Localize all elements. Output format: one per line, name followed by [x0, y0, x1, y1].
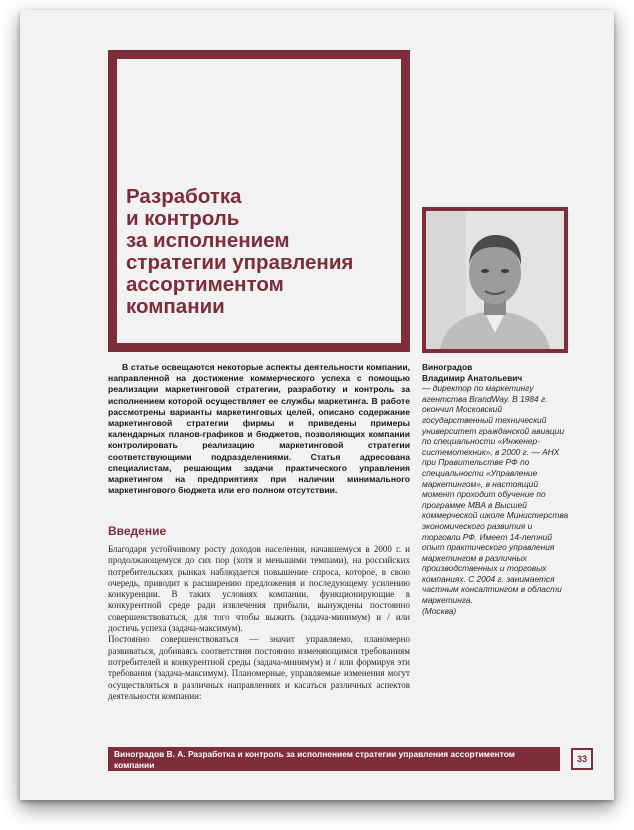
title-line: компании — [126, 295, 225, 318]
title-line: за исполнением — [126, 229, 290, 252]
author-photo-frame — [422, 207, 568, 353]
article-title — [126, 186, 394, 318]
title-box — [108, 50, 410, 352]
title-line: ассортиментом — [126, 273, 284, 296]
section-heading: Введение — [108, 524, 167, 538]
abstract: В статье освещаются некоторые аспекты деятельности компании, направленной на достижение коммерческого успеха с помощью реализации маркетинговой стратегии, разработку и контроль за исполнением которой осуществляет ее службы маркетинга. В работе рассмотрены варианты маркетинговых целей, описано содержание маркетинговой стратегии фирмы и приведены примеры календарных планов-графиков и бюджетов, позволяющих компании контролировать реализацию маркетинговой стратегии соответствующими подразделениями. Статья адресована специалистам, решающим задачи практического управления маркетингом на предприятиях при наличии минимального маркетингового бюджета или его полном отсутствии. — [108, 362, 410, 496]
body-paragraph: Постоянно совершенствоваться — значит управляемо, планомерно развиваться, добиваясь соответствия постоянно изменяющимся требованиям потребителей и конкурентной среды (задача-минимум) и / или формируя эти требования (задача-максимум). Планомерные, управляемые изменения могут осуществляться в различных направлениях и касаться различных аспектов деятельности компании: — [108, 634, 410, 701]
page-number: 33 — [571, 748, 593, 770]
body-paragraph: Благодаря устойчивому росту доходов населения, начавшемуся в 2000 г. и продолжающемуся до сих пор (хотя и меньшими темпами), на российских потребительских рынках наблюдается повышение спроса, которое, в свою очередь, приводит к расширению предложения и последующему усилению конкуренции. В таких условиях компании, функционирующие в конкурентной среде ради извлечения прибыли, вынуждены постоянно совершенствоваться, для того чтобы выжить (задача-минимум) и / или достичь успеха (задача-максимум). — [108, 544, 410, 634]
author-surname: Виноградов — [422, 362, 473, 372]
author-bio: — директор по маркетингу агентства BrandWay. В 1984 г. окончил Московский государственный технический университет гражданской авиации по специальности «Инженер-системотехник», в 2000 г. — АНХ при Правительстве РФ по специальности «Управление маркетингом», в настоящий момент проходит обучение по программе MBA в Высшей коммерческой школе Министерства экономического развития и торговли РФ. Имеет 14-летний опыт практического управления маркетингом в различных производственных и торговых компаниях. С 2004 г. занимается частным консалтингом в области маркетинга. — [422, 383, 569, 606]
author-city: (Москва) — [422, 605, 457, 616]
author-info — [422, 362, 572, 616]
title-line: Разработка — [126, 185, 242, 208]
body-text — [108, 544, 410, 702]
journal-page — [20, 10, 614, 800]
author-name: Владимир Анатольевич — [422, 372, 523, 383]
title-line: и контроль — [126, 207, 240, 230]
title-line: стратегии управления — [126, 251, 354, 274]
author-photo — [426, 211, 564, 349]
running-footer: Виноградов В. А. Разработка и контроль за исполнением стратегии управления ассортиментом компании — [108, 747, 560, 771]
